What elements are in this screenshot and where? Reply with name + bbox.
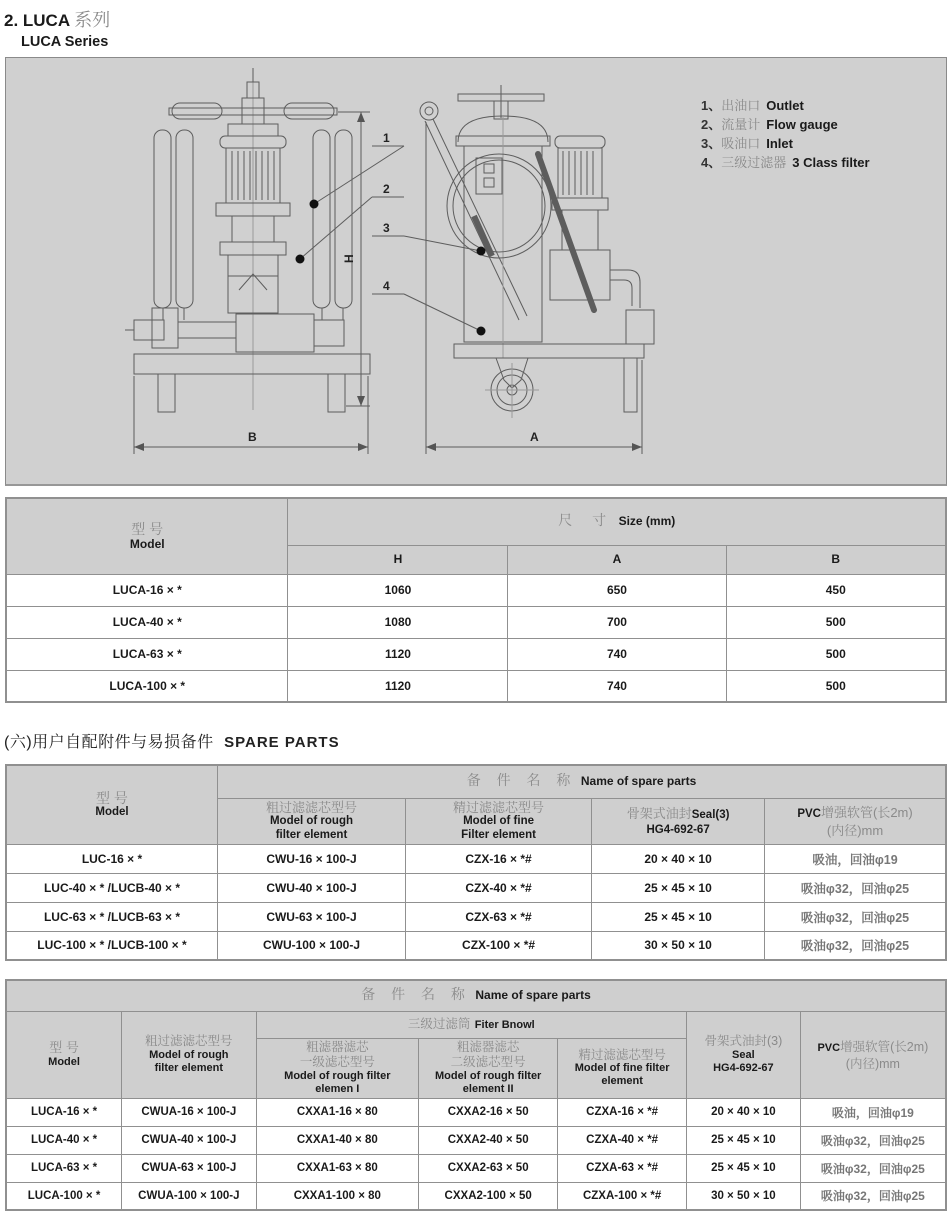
- callout-dot-3: [477, 247, 486, 256]
- table-row: [6, 931, 946, 960]
- pvc-hose-header: [765, 798, 946, 844]
- cell-rough-2: CXXA2-16 × 50: [419, 1098, 558, 1126]
- rough-header-zh: 粗过滤滤芯型号: [265, 799, 357, 815]
- table-row: [6, 606, 946, 638]
- legend-item-outlet: [701, 96, 870, 115]
- callout-dot-4: [477, 327, 486, 336]
- cell-a: 740: [508, 670, 726, 702]
- cell-rough: CWU-40 × 100-J: [218, 873, 406, 902]
- cell-rough: CWUA-16 × 100-J: [122, 1098, 256, 1126]
- callout-label-2: 2: [383, 182, 390, 196]
- rough-filter-header: [218, 798, 406, 844]
- cell-model: LUCA-40 × *: [6, 1126, 122, 1154]
- spare-parts-heading: [4, 729, 952, 752]
- size-header-en: Size (mm): [618, 514, 676, 529]
- size-table-model-header: [6, 498, 288, 574]
- cell-model: LUCA-63 × *: [6, 1154, 122, 1182]
- pvc-hose-header: [800, 1011, 946, 1098]
- table-row: [6, 844, 946, 873]
- seal-header-inline: Seal(3): [691, 808, 730, 821]
- callout-dot-2: [296, 255, 305, 264]
- spare-parts-table-luc: [5, 764, 947, 961]
- cell-rough-2: CXXA2-63 × 50: [419, 1154, 558, 1182]
- spare-heading-en: SPARE PARTS: [224, 734, 340, 751]
- cell-h: 1080: [288, 606, 508, 638]
- cell-model: LUCA-63 × *: [6, 638, 288, 670]
- filter-bowl-header: [256, 1011, 686, 1038]
- callout-label-3: 3: [383, 221, 390, 235]
- spare-heading-zh: (六)用户自配附件与易损备件: [4, 734, 214, 751]
- seal-header-std: HG4-692-67: [713, 1061, 774, 1074]
- legend-num: 1、: [701, 98, 722, 113]
- cell-hose: 吸油φ32，回油φ25: [765, 873, 946, 902]
- cell-rough: CWUA-63 × 100-J: [122, 1154, 256, 1182]
- cell-seal: 25 × 45 × 10: [592, 902, 765, 931]
- rough2-zh2: 二级滤芯型号: [450, 1055, 526, 1070]
- cell-fine: CZX-100 × *#: [406, 931, 592, 960]
- legend-zh: 三级过滤器: [721, 155, 787, 170]
- rough-header-en2: filter element: [275, 828, 348, 841]
- seal-header-std: HG4-692-67: [646, 823, 710, 836]
- cell-rough: CWUA-40 × 100-J: [122, 1126, 256, 1154]
- rough-header-en2: filter element: [154, 1061, 224, 1074]
- cell-seal: 25 × 45 × 10: [687, 1126, 801, 1154]
- table-row: [6, 1182, 946, 1210]
- cell-rough-1: CXXA1-100 × 80: [256, 1182, 419, 1210]
- cell-fine: CZX-40 × *#: [406, 873, 592, 902]
- cell-seal: 25 × 45 × 10: [592, 873, 765, 902]
- table-row: [6, 1098, 946, 1126]
- cell-model: LUC-40 × * /LUCB-40 × *: [6, 873, 218, 902]
- rough2-zh1: 粗滤器滤芯: [456, 1040, 520, 1055]
- rough2-en2: element II: [462, 1082, 514, 1095]
- technical-drawing-panel: [5, 57, 947, 486]
- legend-zh: 出油口: [721, 98, 761, 113]
- legend-zh: 吸油口: [721, 136, 761, 151]
- cell-rough-2: CXXA2-100 × 50: [419, 1182, 558, 1210]
- table-row: [6, 873, 946, 902]
- spare-parts-title: [218, 765, 947, 798]
- cell-rough: CWU-63 × 100-J: [218, 902, 406, 931]
- legend-en: 3 Class filter: [792, 155, 870, 170]
- model-header: [6, 1011, 122, 1098]
- spare-title-zh: 备 件 名 称: [361, 986, 471, 1003]
- cell-model: LUCA-40 × *: [6, 606, 288, 638]
- table-row: [6, 902, 946, 931]
- cell-fine: CZX-63 × *#: [406, 902, 592, 931]
- legend-num: 4、: [701, 155, 722, 170]
- cell-b: 500: [726, 670, 946, 702]
- seal-header-zh: 骨架式油封: [626, 805, 692, 821]
- fine-header-en2: Filter element: [461, 828, 536, 841]
- callout-label-1: 1: [383, 131, 390, 145]
- pvc-header-en: PVC: [817, 1041, 841, 1054]
- dim-label-a: A: [530, 430, 539, 444]
- model-header-zh: 型 号: [49, 1040, 79, 1056]
- table-row: [6, 638, 946, 670]
- col-header-a: A: [508, 545, 726, 574]
- cell-a: 700: [508, 606, 726, 638]
- cell-b: 500: [726, 606, 946, 638]
- seal-header: [592, 798, 765, 844]
- model-header-zh: 型 号: [96, 789, 128, 806]
- cell-model: LUC-100 × * /LUCB-100 × *: [6, 931, 218, 960]
- col-header-h: H: [288, 545, 508, 574]
- fine-header-en2: element: [601, 1075, 643, 1088]
- cell-hose: 吸油φ32，回油φ25: [765, 902, 946, 931]
- cell-hose: 吸油φ32，回油φ25: [800, 1126, 946, 1154]
- cell-h: 1060: [288, 574, 508, 606]
- cell-model: LUCA-100 × *: [6, 670, 288, 702]
- table-row: [6, 574, 946, 606]
- page-title-latin: 2. LUCA: [4, 11, 70, 30]
- model-header: [6, 765, 218, 844]
- callout-label-4: 4: [383, 279, 390, 293]
- col-header-b: B: [726, 545, 946, 574]
- cell-a: 650: [508, 574, 726, 606]
- cell-rough-1: CXXA1-16 × 80: [256, 1098, 419, 1126]
- table-row: [6, 1154, 946, 1182]
- cell-fine: CZXA-16 × *#: [558, 1098, 687, 1126]
- rough2-en1: Model of rough filter: [435, 1069, 542, 1082]
- cell-seal: 25 × 45 × 10: [687, 1154, 801, 1182]
- cell-fine: CZXA-63 × *#: [558, 1154, 687, 1182]
- rough1-en2: elemen I: [315, 1082, 360, 1095]
- rough1-zh1: 粗滤器滤芯: [306, 1040, 369, 1055]
- table-row: [6, 670, 946, 702]
- model-header-en: Model: [48, 1055, 80, 1068]
- cell-seal: 30 × 50 × 10: [592, 931, 765, 960]
- cell-hose: 吸油φ32，回油φ25: [765, 931, 946, 960]
- cell-rough: CWU-100 × 100-J: [218, 931, 406, 960]
- cell-hose: 吸油φ32，回油φ25: [800, 1154, 946, 1182]
- side-view-drawing: [420, 85, 654, 454]
- model-header-zh: 型 号: [131, 520, 164, 537]
- page-subtitle: LUCA Series: [21, 34, 109, 50]
- seal-header-en: Seal: [732, 1048, 755, 1061]
- cell-rough: CWUA-100 × 100-J: [122, 1182, 256, 1210]
- spare-title-en: Name of spare parts: [580, 774, 697, 789]
- cell-rough: CWU-16 × 100-J: [218, 844, 406, 873]
- fine-header-en1: Model of fine: [463, 815, 535, 828]
- legend-item-flow-gauge: [701, 115, 870, 134]
- callout-dot-1: [310, 200, 319, 209]
- legend-en: Flow gauge: [766, 117, 838, 132]
- spare-parts-title: [6, 980, 946, 1011]
- legend-en: Inlet: [766, 136, 793, 151]
- legend-item-3-class-filter: [701, 153, 870, 172]
- cell-model: LUCA-16 × *: [6, 1098, 122, 1126]
- spare-title-zh: 备 件 名 称: [466, 772, 577, 789]
- legend-item-inlet: [701, 134, 870, 153]
- seal-header-zh: 骨架式油封(3): [704, 1034, 783, 1049]
- model-header-en: Model: [95, 806, 129, 819]
- cell-rough-2: CXXA2-40 × 50: [419, 1126, 558, 1154]
- legend-num: 3、: [701, 136, 722, 151]
- cell-seal: 20 × 40 × 10: [592, 844, 765, 873]
- size-table: [5, 497, 947, 703]
- cell-fine: CZX-16 × *#: [406, 844, 592, 873]
- bowl-header-zh: 三级过滤筒: [407, 1017, 471, 1032]
- bowl-header-en: Fiter Bnowl: [474, 1019, 535, 1032]
- page-title-block: [0, 0, 952, 51]
- fine-header-zh: 精过滤滤芯型号: [578, 1047, 666, 1062]
- cell-hose: 吸油φ32，回油φ25: [800, 1182, 946, 1210]
- cell-model: LUC-16 × *: [6, 844, 218, 873]
- size-table-size-header: [288, 498, 946, 545]
- cell-seal: 30 × 50 × 10: [687, 1182, 801, 1210]
- rough-header-en1: Model of rough: [149, 1048, 229, 1061]
- cell-model: LUC-63 × * /LUCB-63 × *: [6, 902, 218, 931]
- cell-hose: 吸油，回油φ19: [765, 844, 946, 873]
- spare-parts-table-luca: [5, 979, 947, 1211]
- cell-seal: 20 × 40 × 10: [687, 1098, 801, 1126]
- rough-filter-header: [122, 1011, 256, 1098]
- fine-filter-header: [406, 798, 592, 844]
- cell-h: 1120: [288, 670, 508, 702]
- legend-en: Outlet: [766, 98, 804, 113]
- pvc-header-zh: 增强软管(长2m): [840, 1039, 929, 1054]
- legend-zh: 流量计: [721, 117, 761, 132]
- rough-header-zh: 粗过滤滤芯型号: [145, 1034, 233, 1049]
- cell-model: LUCA-16 × *: [6, 574, 288, 606]
- cell-fine: CZXA-40 × *#: [558, 1126, 687, 1154]
- table-row: [6, 1126, 946, 1154]
- figure-legend: [701, 96, 870, 172]
- dim-label-b: B: [248, 430, 257, 444]
- cell-fine: CZXA-100 × *#: [558, 1182, 687, 1210]
- model-header-en: Model: [129, 537, 165, 552]
- cell-model: LUCA-100 × *: [6, 1182, 122, 1210]
- dim-label-h: H: [342, 254, 356, 263]
- cell-h: 1120: [288, 638, 508, 670]
- pvc-header-zh: 增强软管(长2m): [821, 804, 913, 820]
- rough1-en1: Model of rough filter: [284, 1069, 391, 1082]
- pvc-header-line2: (内径)mm: [826, 822, 884, 838]
- rough-filter-2-header: [419, 1038, 558, 1098]
- page-title-zh: 系列: [74, 10, 111, 30]
- cell-b: 450: [726, 574, 946, 606]
- rough-filter-1-header: [256, 1038, 419, 1098]
- cell-rough-1: CXXA1-40 × 80: [256, 1126, 419, 1154]
- size-header-zh: 尺 寸: [558, 512, 615, 529]
- spare-title-en: Name of spare parts: [475, 988, 591, 1003]
- pvc-header-line2: (内径)mm: [845, 1056, 900, 1071]
- page-title: [4, 6, 952, 32]
- pvc-header-en: PVC: [797, 807, 821, 820]
- cell-rough-1: CXXA1-63 × 80: [256, 1154, 419, 1182]
- legend-num: 2、: [701, 117, 722, 132]
- front-view-drawing: [125, 68, 370, 454]
- cell-hose: 吸油，回油φ19: [800, 1098, 946, 1126]
- fine-header-zh: 精过滤滤芯型号: [453, 799, 545, 815]
- rough-header-en1: Model of rough: [269, 815, 354, 828]
- seal-header: [687, 1011, 801, 1098]
- cell-b: 500: [726, 638, 946, 670]
- rough1-zh2: 一级滤芯型号: [299, 1055, 375, 1070]
- cell-a: 740: [508, 638, 726, 670]
- callout-leaders: [300, 146, 481, 331]
- fine-header-en1: Model of fine filter: [574, 1062, 670, 1075]
- fine-filter-header: [558, 1038, 687, 1098]
